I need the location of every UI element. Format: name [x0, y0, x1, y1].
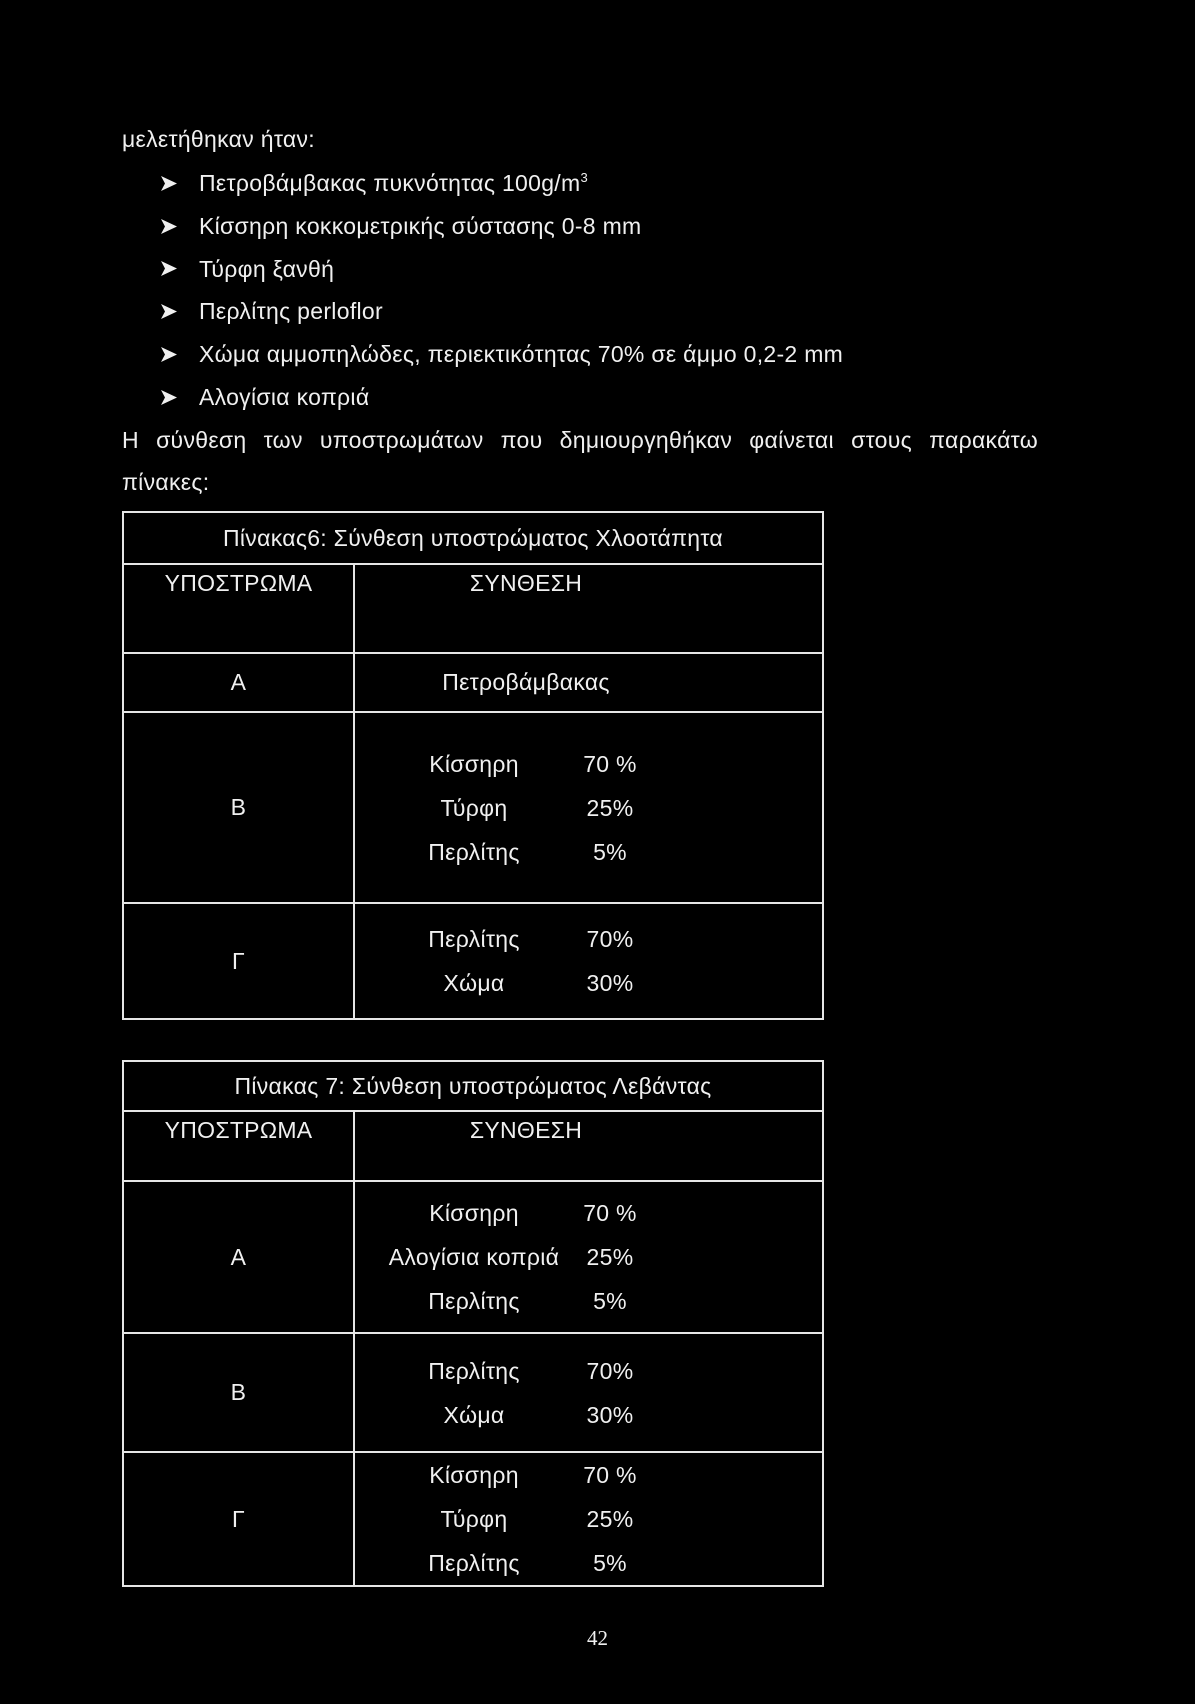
list-item — [161, 376, 843, 419]
intro-text: μελετήθηκαν ήταν: — [122, 126, 315, 152]
material-name: Περλίτης — [428, 1550, 520, 1576]
arrow-bullet-icon — [161, 176, 177, 191]
table-caption: Πίνακας 7: Σύνθεση υποστρώματος Λεβάντας — [123, 1061, 823, 1111]
table-caption-row — [123, 512, 823, 564]
substrate-label: Γ — [123, 1452, 354, 1586]
material-percent: 70% — [586, 1357, 634, 1384]
material-percent: 70 % — [583, 1200, 637, 1226]
composition-list — [379, 742, 822, 874]
table-caption: Πίνακας6: Σύνθεση υποστρώματος Χλοοτάπητα — [123, 512, 823, 564]
page-number: 42 — [587, 1626, 608, 1650]
list-item — [161, 333, 843, 376]
composition-cell — [354, 712, 823, 903]
table-header-row — [123, 1111, 823, 1181]
material-name: Τύρφη — [440, 1506, 508, 1532]
material-name: Περλίτης — [428, 926, 520, 952]
material-percent: 25% — [586, 1506, 634, 1532]
table-row — [123, 712, 823, 903]
materials-list — [161, 162, 843, 419]
material-name: Κίσσηρη — [429, 750, 519, 777]
material-name: Χώμα — [443, 1401, 505, 1428]
arrow-bullet-icon — [161, 390, 177, 405]
material-name: Περλίτης — [428, 838, 520, 865]
material-name: Πετροβάμβακας — [354, 653, 823, 712]
list-item-text: Χώμα αμμοπηλώδες, περιεκτικότητας 70% σε άμμο 0,2-2 mm — [199, 341, 844, 368]
list-item — [161, 290, 843, 333]
paragraph-line: πίνακες: — [122, 469, 210, 495]
table-row — [123, 1181, 823, 1333]
list-item — [161, 248, 843, 291]
material-name: Αλογίσια κοπριά — [388, 1244, 560, 1270]
substrate-table-lavender — [122, 1060, 824, 1587]
composition-cell — [354, 903, 823, 1019]
substrate-table-lawn — [122, 511, 824, 1020]
arrow-bullet-icon — [161, 304, 177, 319]
material-percent: 5% — [593, 838, 627, 865]
list-item-text: Περλίτης perloflor — [199, 298, 383, 325]
material-percent: 30% — [586, 970, 634, 996]
material-name: Χώμα — [443, 970, 505, 996]
table-row — [123, 903, 823, 1019]
table-header-row — [123, 564, 823, 653]
arrow-bullet-icon — [161, 347, 177, 362]
material-name: Κίσσηρη — [429, 1200, 519, 1226]
list-item-text: Κίσσηρη κοκκομετρικής σύστασης 0-8 mm — [199, 212, 642, 239]
table-row — [123, 1452, 823, 1586]
material-percent: 25% — [586, 794, 634, 821]
substrate-label: Β — [123, 1333, 354, 1452]
list-item-text: Τύρφη ξανθή — [199, 255, 335, 282]
header-composition: ΣΥΝΘΕΣΗ — [354, 564, 823, 653]
material-name: Περλίτης — [428, 1288, 520, 1314]
composition-list — [379, 1349, 822, 1437]
substrate-label: Α — [123, 1181, 354, 1333]
list-item — [161, 162, 843, 205]
substrate-label: Α — [123, 653, 354, 712]
table-row — [123, 653, 823, 712]
material-name: Τύρφη — [440, 794, 508, 821]
header-substrate: ΥΠΟΣΤΡΩΜΑ — [123, 564, 354, 653]
table-caption-row — [123, 1061, 823, 1111]
material-percent: 25% — [586, 1244, 634, 1270]
composition-list — [379, 1453, 822, 1585]
material-percent: 70% — [586, 926, 634, 952]
arrow-bullet-icon — [161, 219, 177, 234]
material-percent: 70 % — [583, 1462, 637, 1488]
table-row — [123, 1333, 823, 1452]
arrow-bullet-icon — [161, 261, 177, 276]
list-item-text: Αλογίσια κοπριά — [199, 383, 370, 410]
paragraph-line: Η σύνθεση των υποστρωμάτων που δημιουργηθήκαν φαίνεται στους παρακάτω — [122, 427, 1038, 453]
composition-cell — [354, 1181, 823, 1333]
composition-cell — [354, 1333, 823, 1452]
composition-list — [379, 1191, 822, 1323]
material-name: Κίσσηρη — [429, 1462, 519, 1488]
header-substrate: ΥΠΟΣΤΡΩΜΑ — [123, 1111, 354, 1181]
material-name: Περλίτης — [428, 1357, 520, 1384]
substrate-label: Γ — [123, 903, 354, 1019]
material-percent: 5% — [593, 1288, 627, 1314]
material-percent: 30% — [586, 1401, 634, 1428]
composition-list — [379, 917, 822, 1005]
substrate-label: Β — [123, 712, 354, 903]
material-percent: 70 % — [583, 750, 637, 777]
material-percent: 5% — [593, 1550, 627, 1576]
header-composition: ΣΥΝΘΕΣΗ — [354, 1111, 823, 1181]
superscript: 3 — [580, 170, 588, 185]
list-item-text: Πετροβάμβακας πυκνότητας $100g/m^3$ — [199, 170, 588, 196]
composition-cell — [354, 1452, 823, 1586]
list-item — [161, 205, 843, 248]
